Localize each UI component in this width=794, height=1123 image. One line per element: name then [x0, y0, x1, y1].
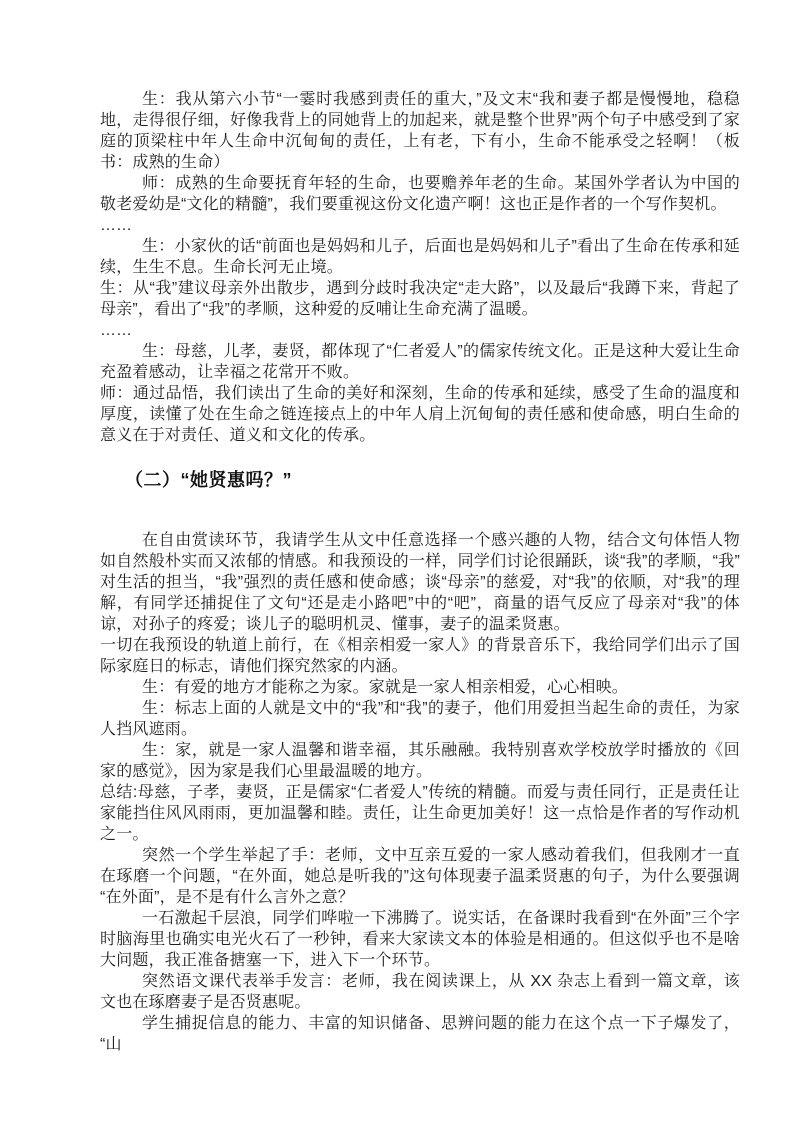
body-paragraph: 一切在我预设的轨道上前行，在《相亲相爱一家人》的背景音乐下，我给同学们出示了国际家庭日的标志，请他们探究然家的内涵。 [100, 637, 740, 675]
body-paragraph: 生：有爱的地方才能称之为家。家就是一家人相亲相爱，心心相映。 [142, 679, 629, 696]
ellipsis-separator: …… [100, 322, 132, 339]
section-heading: （二）“她贤惠吗？” [125, 470, 292, 490]
body-paragraph: 生：家，就是一家人温馨和谐幸福，其乐融融。我特别喜欢学校放学时播放的《回家的感觉》，因为家是我们心里最温暖的地方。 [100, 742, 740, 780]
body-paragraph: 师：成熟的生命要抚育年轻的生命，也要赡养年老的生命。某国外学者认为中国的敬老爱幼是“文化的精髓”，我们要重视这份文化遗产啊！这也正是作者的一个写作契机。 [100, 175, 740, 213]
document-body [100, 89, 740, 1055]
body-paragraph: 师：通过品悟，我们读出了生命的美好和深刻，生命的传承和延续，感受了生命的温度和厚度，读懂了处在生命之链连接点上的中年人肩上沉甸甸的责任感和使命感，明白生命的意义在于对责任、道义和文化的传承。 [100, 385, 740, 444]
body-paragraph: 生：母慈，儿孝，妻贤，都体现了“仁者爱人”的儒家传统文化。正是这种大爱让生命充盈着感动，让幸福之花常开不败。 [100, 343, 740, 381]
body-paragraph: 生：从“我”建议母亲外出散步，遇到分歧时我决定“走大路”，以及最后“我蹲下来，背起了母亲”，看出了“我”的孝顺，这种爱的反哺让生命充满了温暖。 [100, 280, 740, 318]
body-paragraph: 突然语文课代表举手发言：老师，我在阅读课上，从 XX 杂志上看到一篇文章，该文也在琢磨妻子是否贤惠呢。 [100, 973, 740, 1011]
body-paragraph: 生：我从第六小节“一霎时我感到责任的重大，”及文末“我和妻子都是慢慢地，稳稳地，走得很仔细，好像我背上的同她背上的加起来，就是整个世界”两个句子中感受到了家庭的顶梁柱中年人生命中沉甸甸的责任，上有老，下有小，生命不能承受之轻啊！（板书：成熟的生命） [100, 91, 740, 171]
body-paragraph: 生：小家伙的话“前面也是妈妈和儿子，后面也是妈妈和儿子”看出了生命在传承和延续，生生不息。生命长河无止境。 [100, 238, 740, 276]
body-paragraph: 一石激起千层浪，同学们哗啦一下沸腾了。说实话，在备课时我看到“在外面”三个字时脑海里也确实电光火石了一秒钟，看来大家读文本的体验是相通的。但这似乎也不是啥大问题，我正准备搪塞一下，进入下一个环节。 [100, 910, 740, 969]
body-paragraph: 在自由赏读环节，我请学生从文中任意选择一个感兴趣的人物，结合文句体悟人物如自然般朴实而又浓郁的情感。和我预设的一样，同学们讨论很踊跃，谈“我”的孝顺，“我”对生活的担当，“我”强烈的责任感和使命感；谈“母亲”的慈爱，对“我”的依顺，对“我”的理解，有同学还捕捉住了文句“还是走小路吧”中的“吧”，商量的语气反应了母亲对“我”的体谅，对孙子的疼爱；谈儿子的聪明机灵、懂事，妻子的温柔贤惠。 [100, 532, 740, 633]
body-paragraph: 学生捕捉信息的能力、丰富的知识储备、思辨问题的能力在这个点一下子爆发了，“山 [100, 1015, 740, 1053]
body-paragraph: 突然一个学生举起了手：老师，文中互亲互爱的一家人感动着我们，但我刚才一直在琢磨一个问题，“在外面，她总是听我的”这句体现妻子温柔贤惠的句子，为什么要强调“在外面”，是不是有什么言外之意？ [100, 847, 740, 906]
body-paragraph: 总结:母慈，子孝，妻贤，正是儒家“仁者爱人”传统的精髓。而爱与责任同行，正是责任让家能挡住风风雨雨，更加温馨和睦。责任，让生命更加美好！这一点恰是作者的写作动机之一。 [100, 784, 740, 843]
body-paragraph: 生：标志上面的人就是文中的“我”和“我”的妻子，他们用爱担当起生命的责任，为家人挡风遮雨。 [100, 700, 740, 738]
ellipsis-separator: …… [100, 217, 132, 234]
